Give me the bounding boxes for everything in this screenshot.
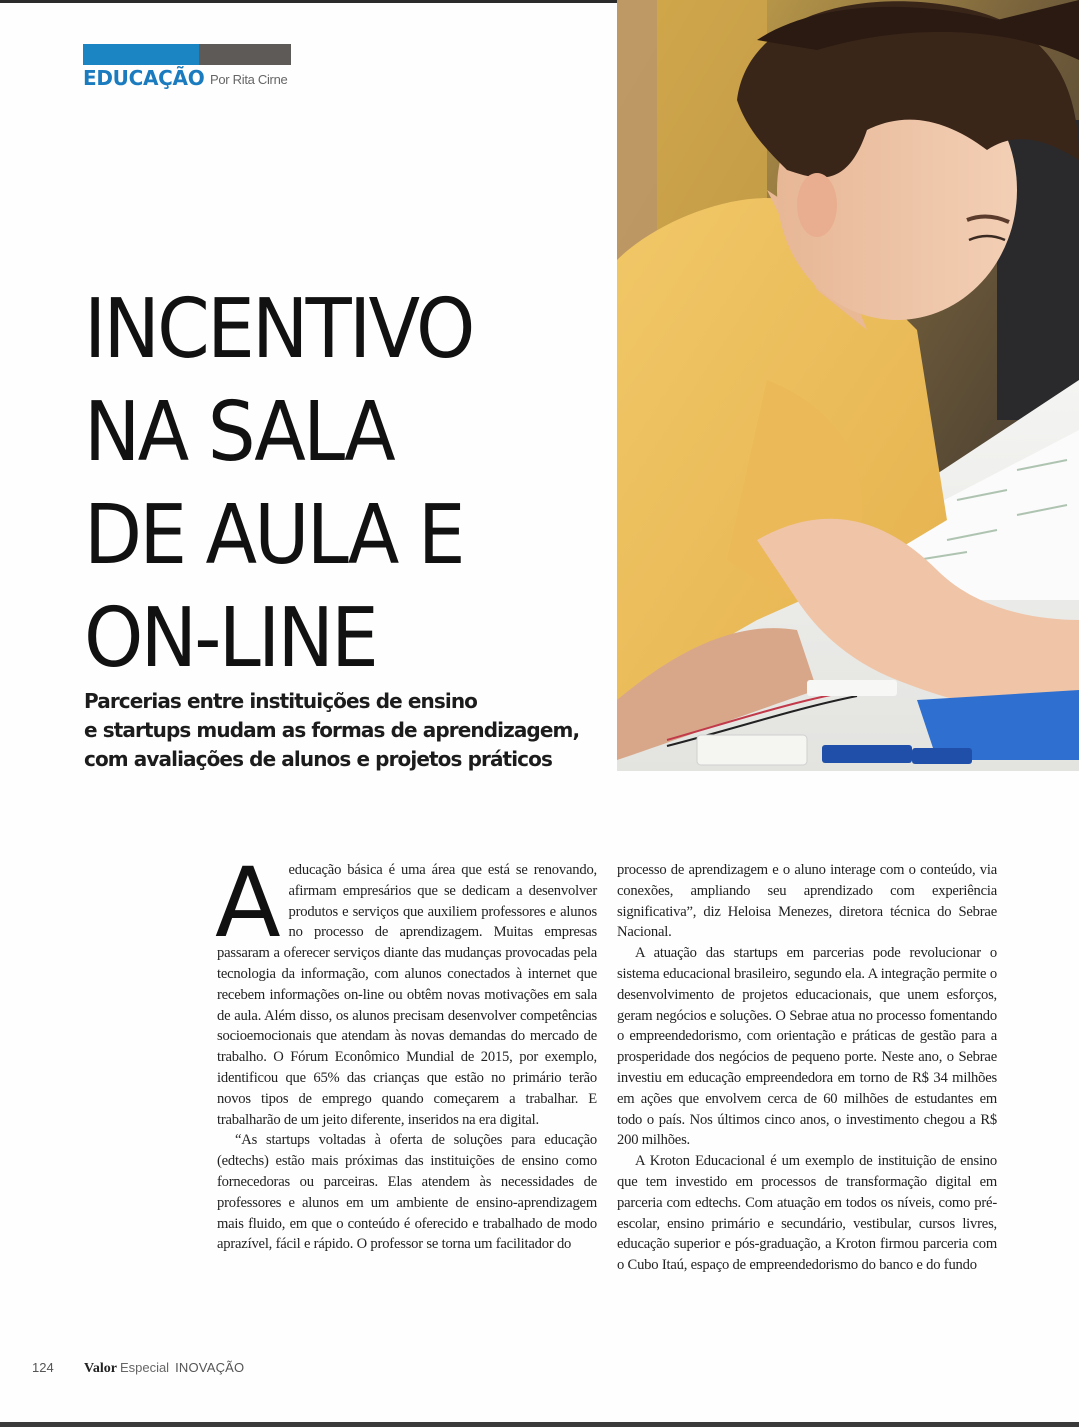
section-color-bar: [83, 44, 291, 65]
byline: Por Rita Cirne: [210, 72, 288, 87]
page-footer: [32, 1360, 244, 1377]
publication-brand: Valor: [84, 1361, 117, 1376]
headline-line: ON-LINE: [84, 591, 377, 686]
article-paragraph: “As startups voltadas à oferta de soluções para educação (edtechs) estão mais próximas das instituições de ensino como fornecedoras ou parceiras. Elas atendem às necessidades de professores e alunos em um ambiente de ensino-aprendizagem mais fluido, em que o conteúdo é oferecido e trabalhado de modo aprazível, fácil e rápido. O professor se torna um facilitador do: [217, 1132, 597, 1253]
section-bar-gray: [199, 44, 291, 65]
section-label: EDUCAÇÃO: [83, 66, 205, 90]
deck-subtitle: [84, 687, 604, 774]
headline-line: DE AULA E: [84, 488, 463, 583]
paragraph-text: educação básica é uma área que está se renovando, afirmam empresários que se dedicam a desenvolver produtos e serviços que auxiliem professores e alunos no processo de aprendizagem. Muitas empresas passaram a oferecer serviços diante das mudanças provocadas pela tecnologia da informação, com alunos conectados à internet que recebem informações on-line ou obtêm novas motivações em sala de aula. Além disso, os alunos precisam desenvolver competências socioemocionais que atendam às novas demandas do mercado de trabalho. O Fórum Econômico Mundial de 2015, por exemplo, identificou que 65% das crianças que estão no primário terão novos tipos de emprego quando começarem a trabalhar. E trabalharão de um jeito diferente, inseridos na era digital.: [217, 862, 597, 1128]
footer-section: INOVAÇÃO: [175, 1360, 245, 1375]
bottom-border: [0, 1422, 1079, 1427]
deck-line: e startups mudam as formas de aprendizagem,: [84, 718, 580, 742]
edition-label: Especial: [119, 1360, 170, 1375]
article-column-1: [215, 847, 597, 1255]
headline: [84, 278, 562, 690]
headline-line: INCENTIVO: [84, 282, 473, 377]
article-paragraph: [215, 847, 597, 1130]
headline-line: NA SALA: [84, 385, 393, 480]
deck-line: com avaliações de alunos e projetos práticos: [84, 747, 552, 771]
deck-line: Parcerias entre instituições de ensino: [84, 689, 478, 713]
article-paragraph: processo de aprendizagem e o aluno interage com o conteúdo, via conexões, ampliando seu aprendizado com experiência significativa”, diz Heloisa Menezes, diretora técnica do Sebrae Nacional.: [617, 862, 997, 941]
article-photo: [617, 0, 1079, 771]
section-bar-blue: [83, 44, 199, 65]
page-number: 124: [32, 1360, 54, 1375]
article-paragraph: A atuação das startups em parcerias pode revolucionar o sistema educacional brasileiro, segundo ela. A integração permite o desenvolvimento de projetos educacionais, que unem esforços, geram negócios e soluções. O Sebrae atua no processo fomentando o empreendedorismo, com orientação e práticas de gestão para a prosperidade dos negócios de pequeno porte. Neste ano, o Sebrae investiu em educação empreendedora em torno de R$ 34 milhões em ações que envolvem cerca de 60 milhões de estudantes em todo o país. Nos últimos cinco anos, o investimento chegou a R$ 200 milhões.: [617, 945, 997, 1149]
drop-cap: A: [215, 847, 281, 959]
boy-photo-illustration: [617, 0, 1079, 771]
article-paragraph: A Kroton Educacional é um exemplo de instituição de ensino que tem investido em processos de transformação digital em parceria com edtechs. Com atuação em todos os níveis, como pré-escolar, ensino primário e secundário, vestibular, cursos livres, educação superior e pós-graduação, a Kroton firmou parceria com o Cubo Itaú, espaço de empreendedorismo do banco e do fundo: [617, 1153, 997, 1274]
article-column-2: [617, 860, 997, 1276]
